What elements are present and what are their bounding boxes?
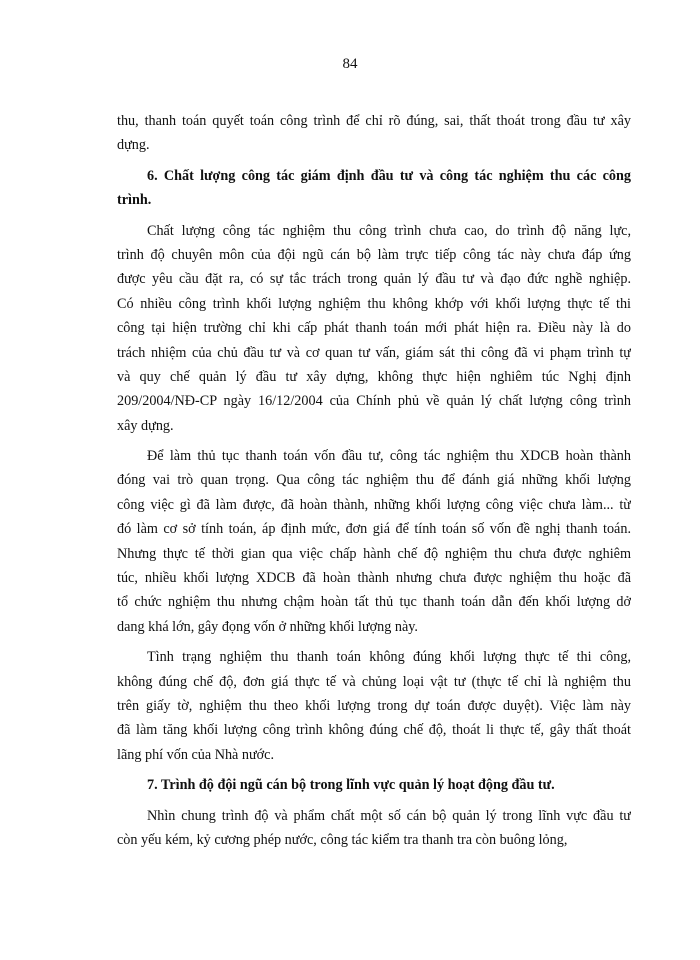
text-line: trên giấy tờ, nghiệm thu theo khối lượng trong dự toán được duyệt). Việc làm này (117, 697, 631, 714)
text-line: công tại hiện trường chỉ khi cấp phát thanh toán mới phát hiện ra. Điều này là do (117, 320, 631, 337)
text-line: công việc gì đã làm được, đã hoàn thành, những khối lượng công việc chưa làm... từ (117, 496, 631, 513)
text-line: lãng phí vốn của Nhà nước. (117, 746, 275, 763)
section-heading (117, 164, 631, 213)
text-line: dựng. (117, 137, 150, 154)
text-line: không đúng chế độ, đơn giá thực tế và chủng loại vật tư (thực tế chỉ là nghiệm thu (117, 673, 631, 690)
page-number: 84 (342, 56, 358, 72)
paragraph (117, 219, 631, 439)
text-line: Để làm thủ tục thanh toán vốn đầu tư, công tác nghiệm thu XDCB hoàn thành (147, 448, 631, 465)
paragraph (117, 804, 631, 853)
document-body (117, 109, 631, 852)
text-line: và quy chế quản lý đầu tư xây dựng, không thực hiện nghiêm túc Nghị định (117, 368, 631, 385)
text-line: đóng vai trò quan trọng. Qua công tác nghiệm thu để đánh giá những khối lượng (117, 472, 631, 489)
text-line: Nhìn chung trình độ và phẩm chất một số cán bộ quản lý trong lĩnh vực đầu tư (147, 807, 631, 824)
text-line: Có nhiều công trình khối lượng nghiệm thu không khớp với khối lượng thực tế thi (117, 295, 631, 312)
section-heading (117, 773, 631, 797)
text-line: Chất lượng công tác nghiệm thu công trình chưa cao, do trình độ năng lực, (147, 222, 631, 239)
text-line: 209/2004/NĐ-CP ngày 16/12/2004 của Chính phủ về quản lý chất lượng công trình (117, 393, 631, 410)
text-line: được yêu cầu đặt ra, có sự tắc trách trong quản lý đầu tư và đạo đức nghề nghiệp. (117, 271, 631, 288)
paragraph (117, 645, 631, 767)
text-line: trách nhiệm của chủ đầu tư và cơ quan tư vấn, giám sát thi công đã vi phạm trình tự (117, 344, 631, 361)
text-line: tổ chức nghiệm thu nhưng chậm hoàn tất thủ tục thanh toán dẫn đến khối lượng dở (117, 594, 631, 611)
text-line: trình độ chuyên môn của đội ngũ cán bộ làm trực tiếp công tác này chưa đáp ứng (117, 246, 631, 263)
text-line: xây dựng. (117, 417, 174, 434)
text-line: dang khá lớn, gây đọng vốn ở những khối lượng này. (117, 618, 418, 635)
text-line: đã làm tăng khối lượng công trình không đúng chế độ, thoát li thực tế, gây thất thoát (117, 722, 631, 739)
text-line: Nhưng thực tế thời gian qua việc chấp hành chế độ nghiệm thu chưa được nghiêm (117, 545, 631, 562)
text-line: Tình trạng nghiệm thu thanh toán không đúng khối lượng thực tế thi công, (147, 649, 631, 666)
text-line: đó làm cơ sở tính toán, áp định mức, đơn giá để tính toán số vốn đề nghị thanh toán. (117, 521, 631, 538)
heading-line: 7. Trình độ đội ngũ cán bộ trong lĩnh vực quản lý hoạt động đầu tư. (147, 777, 555, 794)
text-line: còn yếu kém, kỷ cương phép nước, công tác kiểm tra thanh tra còn buông lỏng, (117, 831, 568, 848)
paragraph (117, 444, 631, 639)
text-line: túc, nhiều khối lượng XDCB đã hoàn thành nhưng chưa được nghiệm thu hoặc đã (117, 570, 631, 587)
heading-line: 6. Chất lượng công tác giám định đầu tư và công tác nghiệm thu các công (147, 167, 631, 184)
text-line: thu, thanh toán quyết toán công trình để chỉ rõ đúng, sai, thất thoát trong đầu tư xây (117, 113, 631, 129)
heading-line: trình. (117, 192, 152, 209)
paragraph (117, 109, 631, 158)
